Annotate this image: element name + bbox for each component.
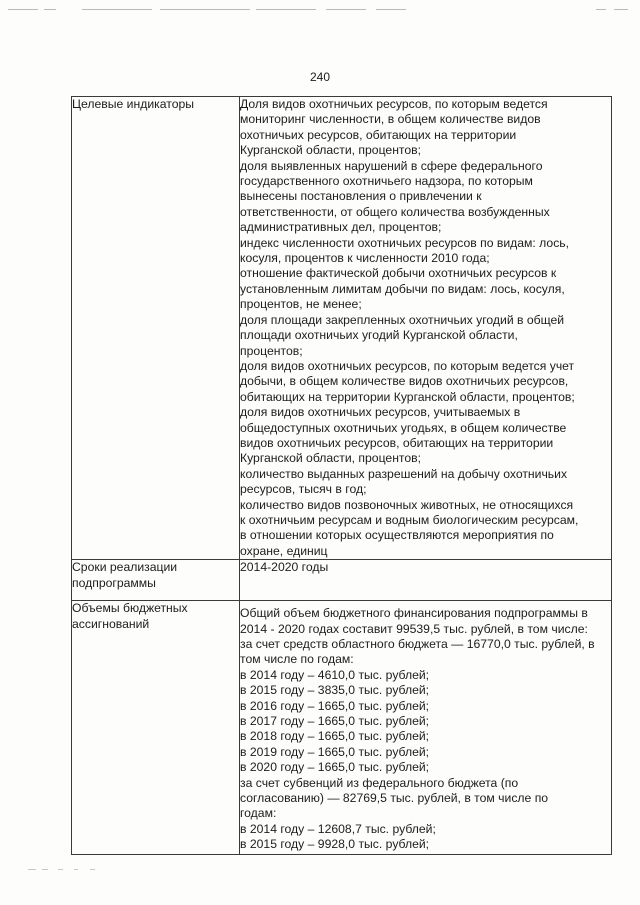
value-line: мониторинг численности, в общем количестве видов [240,112,541,127]
value-line: процентов; [240,343,303,358]
label-line: Сроки реализации [72,560,178,575]
value-line: в 2019 году – 1665,0 тыс. рублей; [240,744,430,759]
scan-artifact-top [0,6,640,12]
table-row [72,560,612,601]
value-line: количество выданных разрешений на добычу охотничьих [240,466,568,481]
value-line: ресурсов, тысяч в год; [240,482,367,497]
value-line: доля видов охотничьих ресурсов, по которым ведется учет [240,358,575,373]
value-line: в 2018 году – 1665,0 тыс. рублей; [240,729,430,744]
row-label [72,601,240,855]
value-line: административных дел, процентов; [240,220,442,235]
value-line: за счет субвенций из федерального бюджета (по [240,775,519,790]
value-line: Доля видов охотничьих ресурсов, по которым ведется [240,97,548,111]
value-line: государственного охотничьего надзора, по которым [240,174,533,189]
value-line: годам: [240,806,277,821]
value-line: в 2014 году – 12608,7 тыс. рублей; [240,821,436,836]
value-line: косуля, процентов к численности 2010 года; [240,251,490,266]
page-number: 240 [309,70,331,84]
value-line: за счет средств областного бюджета — 16770,0 тыс. рублей, в [240,637,595,651]
value-line: охотничьих ресурсов, обитающих на территории [240,127,517,142]
value-line: общедоступных охотничьих угодьях, в общем количестве [240,420,567,435]
label-line: ассигнований [72,616,150,631]
value-line: в 2015 году – 3835,0 тыс. рублей; [240,683,430,698]
value-line: 2014 - 2020 годах составит 99539,5 тыс. рублей, в том числе: [240,621,588,636]
value-line: к охотничьим ресурсам и водным биологическим ресурсам, [240,512,579,527]
value-line: установленным лимитам добычи по видам: лось, косуля, [240,281,565,296]
row-label [72,560,240,601]
label-line: Объемы бюджетных [72,601,188,616]
value-line: доля видов охотничьих ресурсов, учитываемых в [240,405,521,420]
value-line: Курганской области, процентов; [240,451,422,466]
value-line: вынесены постановления о привлечении к [240,189,482,204]
row-value [240,560,612,601]
value-line: количество видов позвоночных животных, не относящихся [240,497,574,512]
value-line: в отношении которых осуществляются мероприятия по [240,528,554,543]
value-line: охране, единиц [240,543,328,558]
value-line: индекс численности охотничьих ресурсов по видам: лось, [240,235,570,250]
value-line: в 2014 году – 4610,0 тыс. рублей; [240,667,430,682]
value-line: ответственности, от общего количества возбужденных [240,204,550,219]
value-line: доля площади закрепленных охотничьих угодий в общей [240,312,565,327]
value-line: доля выявленных нарушений в сфере федерального [240,158,543,173]
value-line: площади охотничьих угодий Курганской области, [240,328,518,343]
table-row [72,601,612,855]
scan-artifact-bottom [28,866,98,874]
table-row [72,97,612,560]
value-line: видов охотничьих ресурсов, обитающих на территории [240,435,554,450]
value-line: в 2020 году – 1665,0 тыс. рублей; [240,760,430,775]
value-line: обитающих на территории Курганской области, процентов; [240,389,575,404]
value-line: Курганской области, процентов; [240,143,422,158]
value-line: том числе по годам: [240,652,354,667]
value-line: отношение фактической добычи охотничьих ресурсов к [240,266,557,281]
value-line: согласованию) — 82769,5 тыс. рублей, в том числе по [240,791,549,806]
label-line: подпрограммы [72,575,156,590]
value-line: в 2017 году – 1665,0 тыс. рублей; [240,714,430,729]
value-line: процентов, не менее; [240,297,362,312]
passport-table [71,96,612,855]
label-line: Целевые индикаторы [72,97,195,111]
row-label [72,97,240,560]
value-line: 2014-2020 годы [240,560,329,575]
row-value [240,97,612,560]
value-line: в 2015 году – 9928,0 тыс. рублей; [240,837,430,852]
value-line: добычи, в общем количестве видов охотничьих ресурсов, [240,374,569,389]
value-line: Общий объем бюджетного финансирования подпрограммы в [240,606,588,621]
row-value [240,601,612,855]
value-line: в 2016 году – 1665,0 тыс. рублей; [240,698,430,713]
